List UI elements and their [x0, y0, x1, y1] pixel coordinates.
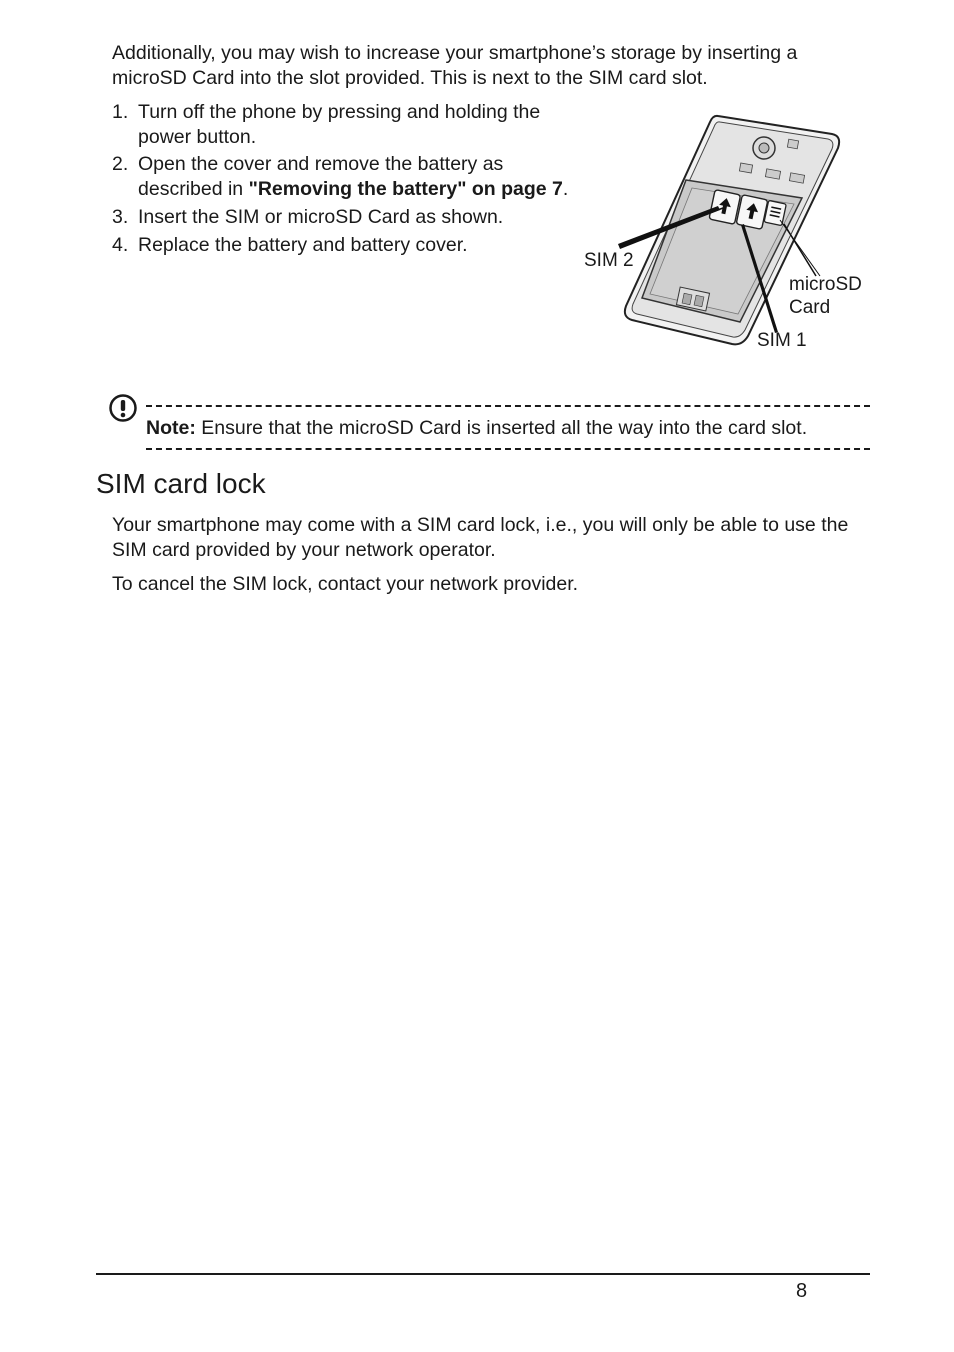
sim-slot-figure [580, 108, 880, 358]
step-number: 1. [112, 101, 129, 123]
intro-paragraph: Additionally, you may wish to increase your smartphone’s storage by inserting a microSD Card into the slot provided. This is next to the SIM card slot. [112, 42, 798, 89]
microsd-label-line2: Card [789, 297, 831, 318]
section-paragraph-1: Your smartphone may come with a SIM card lock, i.e., you will only be able to use the SIM card provided by your network operator. [112, 514, 849, 561]
note-divider-bottom [146, 448, 870, 450]
sim2-label: SIM 2 [584, 250, 634, 271]
step-text: Insert the SIM or microSD Card as shown. [138, 206, 504, 228]
step-number: 3. [112, 206, 129, 228]
smartphone-back-illustration [580, 108, 880, 358]
note-text [146, 416, 807, 441]
step-number: 4. [112, 234, 129, 256]
step-3 [112, 205, 582, 230]
microsd-label-line1: microSD [789, 274, 862, 295]
page-number: 8 [796, 1280, 808, 1302]
cross-reference-link[interactable]: "Removing the battery" on page 7 [248, 178, 563, 200]
step-number: 2. [112, 153, 129, 175]
step-4 [112, 233, 582, 258]
step-text: Open the cover and remove the battery as described in [138, 153, 504, 200]
step-text: Replace the battery and battery cover. [138, 234, 468, 256]
note-body: Ensure that the microSD Card is inserted all the way into the card slot. [195, 417, 808, 439]
step-text: Turn off the phone by pressing and holding the power button. [138, 101, 541, 148]
section-heading: SIM card lock [96, 468, 266, 499]
section-paragraph-2: To cancel the SIM lock, contact your network provider. [112, 573, 579, 595]
note-divider-top [146, 405, 870, 407]
step-1 [112, 100, 582, 150]
step-2 [112, 152, 582, 202]
footer-rule [96, 1273, 870, 1275]
note-label: Note: [146, 417, 196, 439]
exclamation-circle-icon [108, 393, 138, 423]
sim1-label: SIM 1 [757, 330, 807, 351]
steps-list [112, 100, 582, 258]
step-text-end: . [562, 178, 569, 200]
